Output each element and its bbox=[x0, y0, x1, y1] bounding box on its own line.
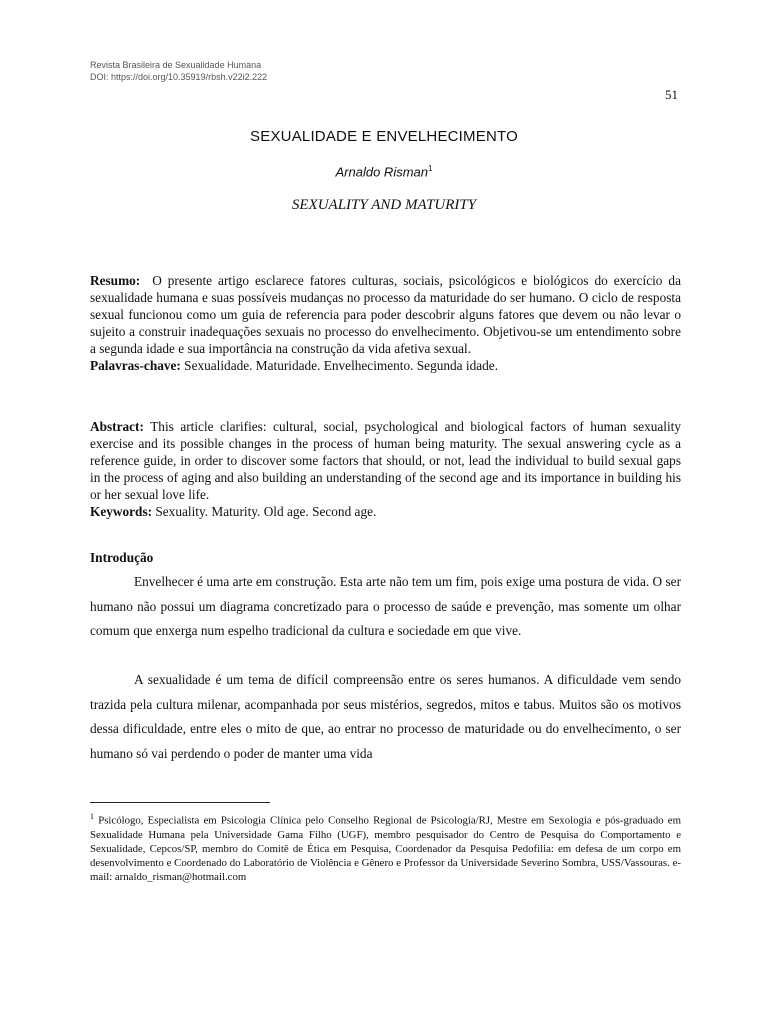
resumo-paragraph bbox=[90, 272, 681, 357]
article-title: SEXUALIDADE E ENVELHECIMENTO bbox=[250, 128, 518, 145]
resumo-label: Resumo: bbox=[90, 273, 141, 288]
author-name: Arnaldo Risman bbox=[335, 164, 429, 180]
keywords-label: Keywords: bbox=[90, 504, 153, 519]
page-number: 51 bbox=[665, 87, 678, 102]
body-paragraph: A sexualidade é um tema de difícil compreensão entre os seres humanos. A dificuldade vem sendo trazida pela cultura milenar, acompanhada por seus mistérios, segredos, mitos e tabus. Muitos são os motivos dessa dificuldade, entre eles o mito de que, ao entrar no processo de maturidade ou do envelhecimento, o ser humano só vai perdendo o poder de manter uma vida bbox=[90, 672, 681, 761]
abstract-paragraph bbox=[90, 418, 681, 503]
footnote-mark: 1 bbox=[90, 812, 94, 821]
journal-header bbox=[90, 59, 267, 83]
intro-paragraph-2 bbox=[90, 668, 681, 766]
intro-paragraph-1 bbox=[90, 570, 681, 644]
resumo-text: O presente artigo esclarece fatores culturas, sociais, psicológicos e biológicos do exercício da sexualidade humana e suas possíveis mudanças no processo da maturidade do ser humano. O ciclo de resposta sexual funcionou como um guia de referencia para poder descobrir alguns fatores que devem ou não levar o sujeito a construir inadequações sexuais no processo do envelhecimento. Objetivou-se um entendimento sobre a segunda idade e sua importância na construção da vida afetiva sexual. bbox=[90, 273, 681, 356]
resumo-section bbox=[90, 272, 681, 374]
intro-heading: Introdução bbox=[90, 550, 154, 565]
author-line bbox=[0, 164, 768, 179]
body-paragraph: Envelhecer é uma arte em construção. Esta arte não tem um fim, pois exige uma postura de vida. O ser humano não possui um diagrama concretizado para o processo de saúde e prevenção, mas somente um olhar comum que enxerga num espelho tradicional da cultura e sociedade em que vive. bbox=[90, 574, 681, 638]
footnote bbox=[90, 810, 681, 884]
palavras-chave-line bbox=[90, 357, 681, 374]
english-title: SEXUALITY AND MATURITY bbox=[291, 197, 477, 213]
palavras-chave-text: Sexualidade. Maturidade. Envelhecimento. Segunda idade. bbox=[184, 358, 499, 373]
footnote-text: Psicólogo, Especialista em Psicologia Clínica pelo Conselho Regional de Psicologia/RJ, Mestre em Sexologia e pós-graduado em Sexualidade Humana pela Universidade Gama Filho (UGF), membro pesquisador do Centro de Pesquisa do Comportamento e Sexualidade, Cepcos/SP, membro do Comitê de Ética em Pesquisa, Coordenador da Pesquisa Pedofilia: em defesa de um corpo em desenvolvimento e Coordenado do Laboratório de Violência e Gênero e Professor da Universidade Severino Sombra, USS/Vassouras. e-mail: arnaldo_risman@hotmail.com bbox=[90, 814, 681, 883]
abstract-label: Abstract: bbox=[90, 419, 144, 434]
abstract-section bbox=[90, 418, 681, 520]
abstract-text: This article clarifies: cultural, social, psychological and biological factors of human sexuality exercise and its possible changes in the process of human being maturity. The sexual answering cycle as a reference guide, in order to discover some factors that should, or not, lead the individual to build sexual gaps in the process of aging and also building an understanding of the second age and its importance in building his or her sexual love life. bbox=[90, 419, 681, 502]
footnote-divider bbox=[90, 802, 270, 803]
keywords-text: Sexuality. Maturity. Old age. Second age. bbox=[155, 504, 377, 519]
journal-name: Revista Brasileira de Sexualidade Humana bbox=[90, 60, 262, 70]
doi-link[interactable]: DOI: https://doi.org/10.35919/rbsh.v22i2.222 bbox=[90, 72, 268, 82]
keywords-line bbox=[90, 503, 681, 520]
palavras-chave-label: Palavras-chave: bbox=[90, 358, 181, 373]
author-footnote-mark[interactable]: 1 bbox=[428, 164, 433, 173]
